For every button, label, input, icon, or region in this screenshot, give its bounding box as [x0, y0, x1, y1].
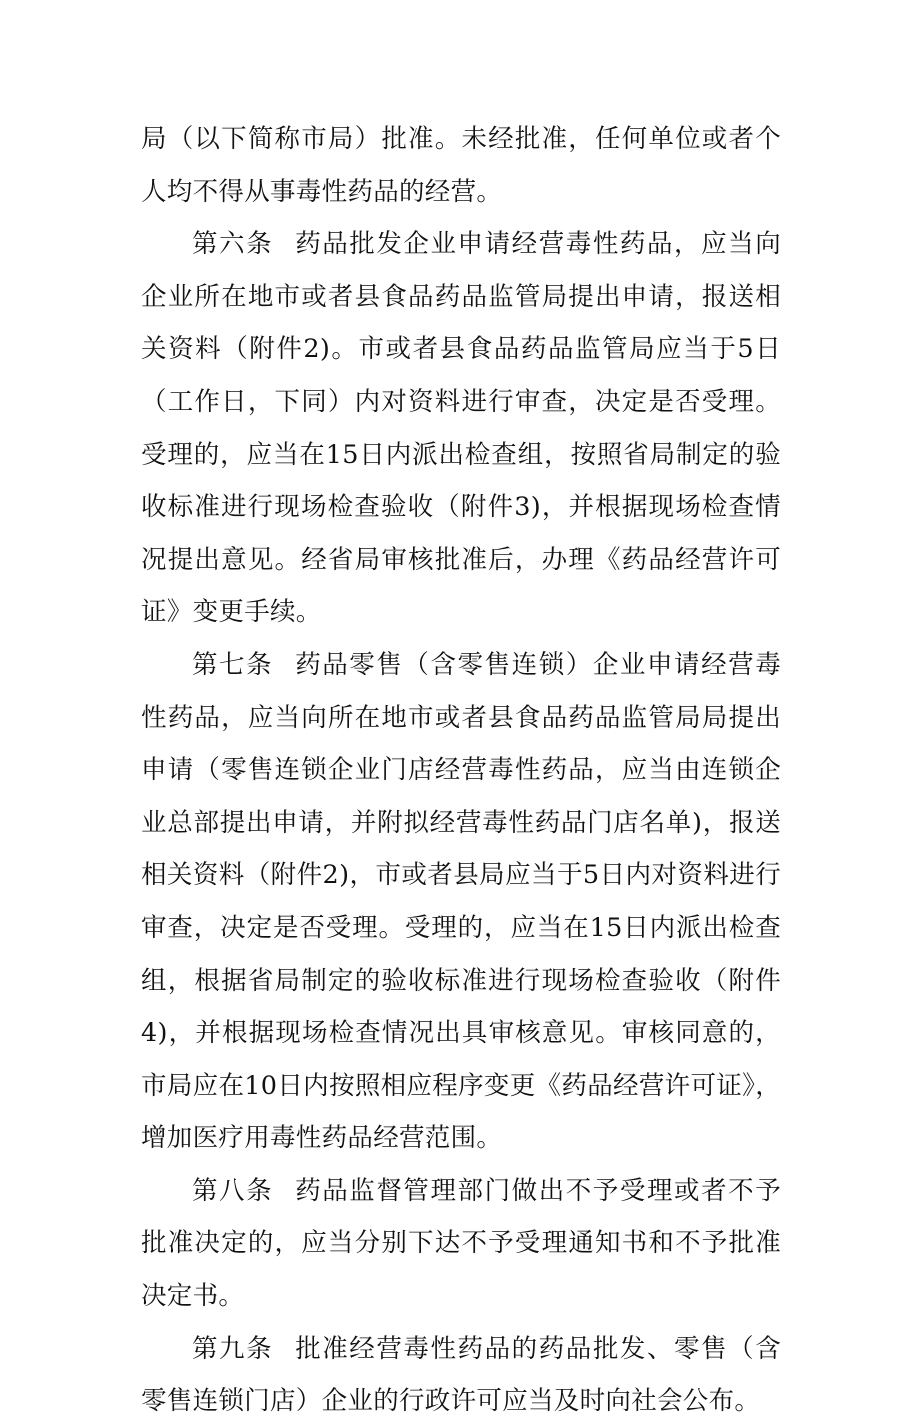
article-text: 药品批发企业申请经营毒性药品，应当向企业所在地市或者县食品药品监管局提出申请，报送相关资料（附件2)。市或者县食品药品监管局应当于5日（工作日，下同）内对资料进行审查，决定是否受理。受理的，应当在15日内派出检查组，按照省局制定的验收标准进行现场检查验收（附件3)，并根据现场检查情况提出意见。经省局审核批准后，办理《药品经营许可证》变更手续。 — [141, 229, 781, 628]
article-label: 第八条 — [192, 1175, 274, 1206]
paragraph-text: 局（以下简称市局）批准。未经批准，任何单位或者个人均不得从事毒性药品的经营。 — [141, 124, 781, 207]
article-text: 药品监督管理部门做出不予受理或者不予批准决定的，应当分别下达不予受理通知书和不予批准决定书。 — [141, 1175, 781, 1312]
article-8 — [141, 1165, 781, 1323]
article-text: 药品零售（含零售连锁）企业申请经营毒性药品，应当向所在地市或者县食品药品监管局局提出申请（零售连锁企业门店经营毒性药品，应当由连锁企业总部提出申请，并附拟经营毒性药品门店名单)，报送相关资料（附件2)，市或者县局应当于5日内对资料进行审查，决定是否受理。受理的，应当在15日内派出检查组，根据省局制定的验收标准进行现场检查验收（附件4)，并根据现场检查情况出具审核意见。审核同意的，市局应在10日内按照相应程序变更《药品经营许可证》，增加医疗用毒性药品经营范围。 — [141, 649, 781, 1154]
article-9 — [141, 1323, 781, 1428]
article-label: 第六条 — [192, 229, 274, 260]
article-label: 第九条 — [192, 1333, 274, 1364]
article-7 — [141, 639, 781, 1165]
article-6 — [141, 218, 781, 639]
article-text: 批准经营毒性药品的药品批发、零售（含零售连锁门店）企业的行政许可应当及时向社会公布。 — [141, 1333, 781, 1417]
paragraph-continuation — [141, 113, 781, 218]
article-label: 第七条 — [192, 649, 274, 680]
document-body — [141, 113, 781, 1428]
